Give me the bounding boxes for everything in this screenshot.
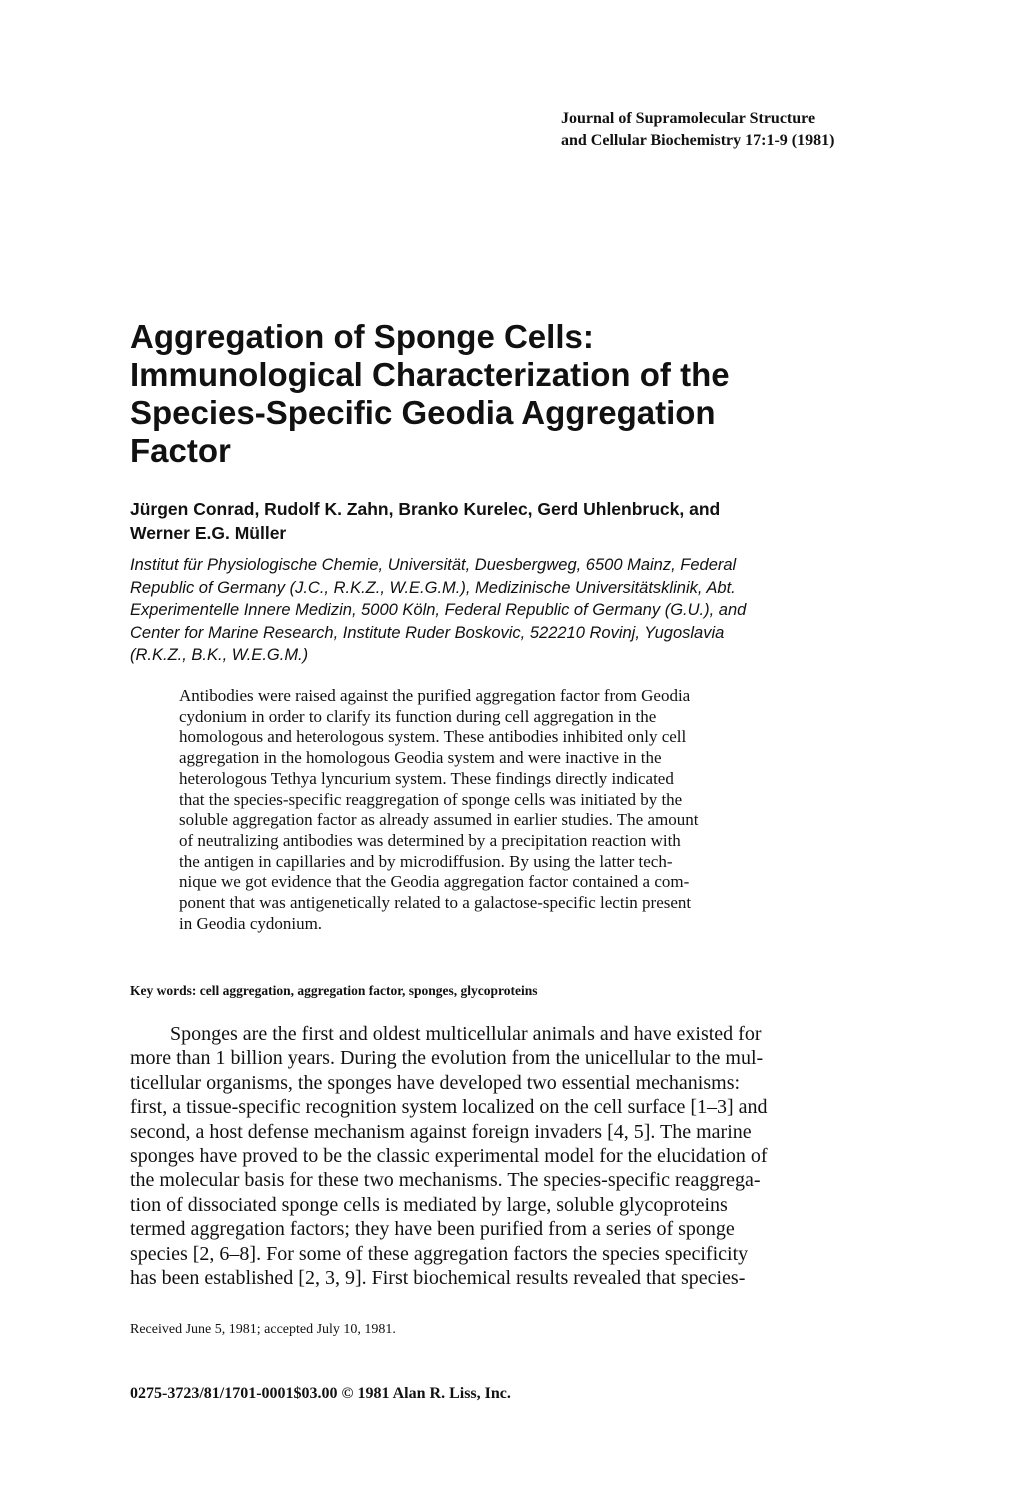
affiliation-line: Center for Marine Research, Institute Ruder Boskovic, 522210 Rovinj, Yugoslavia bbox=[130, 623, 725, 642]
body-line: Sponges are the first and oldest multicellular animals and have existed for bbox=[130, 1023, 762, 1045]
body-line: second, a host defense mechanism against foreign invaders [4, 5]. The marine bbox=[130, 1120, 752, 1143]
abstract-line: homologous and heterologous system. These antibodies inhibited only cell bbox=[179, 727, 687, 747]
title-line: Aggregation of Sponge Cells: bbox=[130, 318, 594, 355]
abstract-line: ponent that was antigenetically related to a galactose-specific lectin present bbox=[179, 893, 692, 913]
journal-line-1: Journal of Supramolecular Structure bbox=[561, 110, 816, 127]
abstract-line: the antigen in capillaries and by microdiffusion. By using the latter tech- bbox=[179, 851, 673, 871]
abstract-line: cydonium in order to clarify its function during cell aggregation in the bbox=[179, 706, 657, 726]
title-line: Species-Specific Geodia Aggregation bbox=[130, 394, 716, 431]
article-title bbox=[130, 318, 730, 470]
abstract-line: soluble aggregation factor as already assumed in earlier studies. The amount bbox=[179, 810, 699, 830]
affiliation-line: Experimentelle Innere Medizin, 5000 Köln, Federal Republic of Germany (G.U.), and bbox=[130, 601, 747, 619]
abstract-line: nique we got evidence that the Geodia aggregation factor contained a com- bbox=[179, 872, 690, 892]
body-line: more than 1 billion years. During the evolution from the unicellular to the mul- bbox=[130, 1047, 764, 1070]
body-line: termed aggregation factors; they have been purified from a series of sponge bbox=[130, 1218, 735, 1241]
body-line: first, a tissue-specific recognition system localized on the cell surface [1–3] and bbox=[130, 1096, 768, 1119]
authors-line: Werner E.G. Müller bbox=[130, 523, 287, 543]
affiliation-line: Institut für Physiologische Chemie, Universität, Duesbergweg, 6500 Mainz, Federal bbox=[130, 556, 737, 574]
title-line: Immunological Characterization of the bbox=[130, 356, 730, 393]
body-line: has been established [2, 3, 9]. First biochemical results revealed that species- bbox=[130, 1267, 746, 1290]
abstract-line: that the species-specific reaggregation of sponge cells was initiated by the bbox=[179, 789, 683, 809]
affiliation-line: (R.K.Z., B.K., W.E.G.M.) bbox=[130, 646, 309, 664]
abstract-line: heterologous Tethya lyncurium system. These findings directly indicated bbox=[179, 768, 674, 788]
key-words: Key words: cell aggregation, aggregation factor, sponges, glycoproteins bbox=[130, 983, 538, 998]
abstract bbox=[179, 686, 698, 934]
body-line: the molecular basis for these two mechanisms. The species-specific reaggrega- bbox=[130, 1169, 761, 1192]
copyright-line: 0275-3723/81/1701-0001$03.00 © 1981 Alan R. Liss, Inc. bbox=[130, 1385, 511, 1402]
affiliations bbox=[130, 554, 746, 667]
abstract-line: in Geodia cydonium. bbox=[179, 913, 323, 933]
title-line: Factor bbox=[130, 432, 231, 469]
author-list bbox=[130, 497, 720, 545]
journal-line-2: and Cellular Biochemistry 17:1-9 (1981) bbox=[561, 132, 835, 149]
affiliation-line: Republic of Germany (J.C., R.K.Z., W.E.G.M.), Medizinische Universitätsklinik, Abt. bbox=[130, 578, 736, 597]
body-paragraph bbox=[130, 1022, 768, 1290]
body-line: species [2, 6–8]. For some of these aggregation factors the species specificity bbox=[130, 1242, 749, 1265]
abstract-line: Antibodies were raised against the purified aggregation factor from Geodia bbox=[179, 686, 691, 705]
abstract-line: aggregation in the homologous Geodia system and were inactive in the bbox=[179, 748, 662, 768]
journal-citation bbox=[561, 108, 834, 152]
received-date: Received June 5, 1981; accepted July 10, 1981. bbox=[130, 1322, 396, 1337]
authors-line: Jürgen Conrad, Rudolf K. Zahn, Branko Kurelec, Gerd Uhlenbruck, and bbox=[130, 499, 721, 519]
body-line: ticellular organisms, the sponges have developed two essential mechanisms: bbox=[130, 1071, 741, 1094]
body-line: sponges have proved to be the classic experimental model for the elucidation of bbox=[130, 1145, 768, 1168]
abstract-line: of neutralizing antibodies was determined by a precipitation reaction with bbox=[179, 830, 681, 850]
body-line: tion of dissociated sponge cells is mediated by large, soluble glycoproteins bbox=[130, 1193, 728, 1216]
